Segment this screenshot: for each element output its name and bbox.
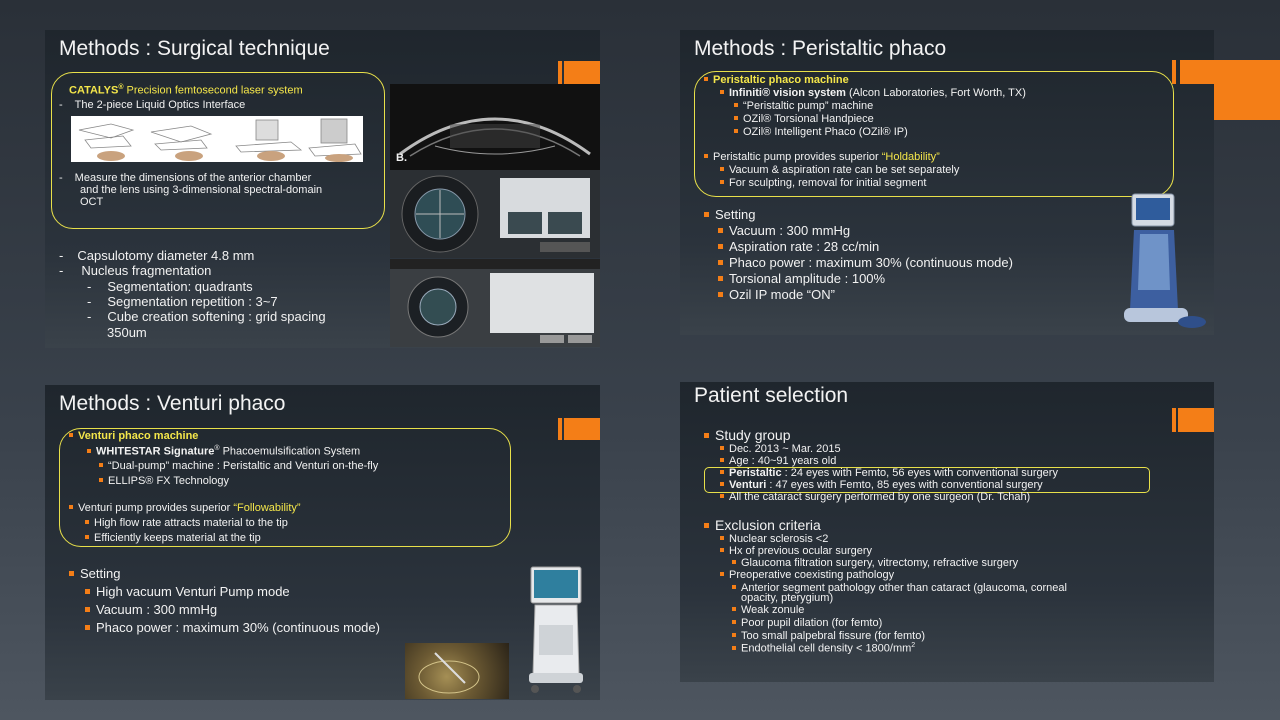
machine-heading: Peristaltic phaco machine <box>704 74 849 86</box>
accent-block-slide2 <box>1214 60 1280 120</box>
capsulotomy-line: - Capsulotomy diameter 4.8 mm <box>59 248 255 263</box>
accent-bar <box>1172 408 1214 432</box>
setting-torsional: Torsional amplitude : 100% <box>718 271 885 286</box>
setting-aspiration: Aspiration rate : 28 cc/min <box>718 239 879 254</box>
vacuum-separate-line: Vacuum & aspiration rate can be set separately <box>720 164 959 176</box>
study-group-heading: Study group <box>704 427 791 443</box>
catalys-heading: CATALYS® Precision femtosecond laser system <box>69 84 303 97</box>
setting-heading: Setting <box>704 207 755 222</box>
keeps-material-line: Efficiently keeps material at the tip <box>85 532 261 544</box>
exclusion-pathology: Preoperative coexisting pathology <box>720 569 894 581</box>
exclusion-zonule: Weak zonule <box>732 604 804 616</box>
setting-vacuum: Vacuum : 300 mmHg <box>718 223 850 238</box>
setting-ozil-ip: Ozil IP mode “ON” <box>718 287 835 302</box>
ozil-ip-line: OZil® Intelligent Phaco (OZil® IP) <box>734 126 908 138</box>
exclusion-pupil: Poor pupil dilation (for femto) <box>732 617 882 629</box>
segmentation-line-3b: 350um <box>107 325 147 340</box>
sculpting-line: For sculpting, removal for initial segment <box>720 177 926 189</box>
ozil-handpiece-line: OZil® Torsional Handpiece <box>734 113 874 125</box>
segmentation-line-1: - Segmentation: quadrants <box>87 279 253 294</box>
venturi-group: Venturi : 47 eyes with Femto, 85 eyes with conventional surgery <box>720 479 1043 491</box>
slide-title: Methods : Surgical technique <box>59 37 330 60</box>
surgery-photo <box>405 643 509 699</box>
slide-title: Methods : Peristaltic phaco <box>694 37 947 60</box>
setting-phaco-power: Phaco power : maximum 30% (continuous mode) <box>718 255 1013 270</box>
slide-title: Methods : Venturi phaco <box>59 392 286 415</box>
setting-vacuum: Vacuum : 300 mmHg <box>85 602 217 617</box>
liquid-optics-line: - The 2-piece Liquid Optics Interface <box>59 99 246 111</box>
ellips-line: ELLIPS® FX Technology <box>99 475 229 487</box>
segmentation-line-2: - Segmentation repetition : 3~7 <box>87 294 278 309</box>
nucleus-line: - Nucleus fragmentation <box>59 263 212 278</box>
slide-surgical-technique <box>45 30 600 348</box>
laser-planning-screen <box>390 170 600 258</box>
exclusion-anterior-2: opacity, pterygium) <box>741 592 834 604</box>
study-age: Age : 40~91 years old <box>720 455 836 467</box>
accent-bar-gap <box>562 61 564 85</box>
exclusion-hx-detail: Glaucoma filtration surgery, vitrectomy, refractive surgery <box>732 557 1018 569</box>
high-flow-line: High flow rate attracts material to the tip <box>85 517 288 529</box>
slide-patient-selection <box>680 382 1214 682</box>
setting-venturi-mode: High vacuum Venturi Pump mode <box>85 584 290 599</box>
measure-line-3: OCT <box>80 196 104 208</box>
treatment-screen <box>390 259 600 347</box>
accent-bar-gap <box>562 418 564 440</box>
peristaltic-group: Peristaltic : 24 eyes with Femto, 56 eyes with conventional surgery <box>720 467 1058 479</box>
exclusion-nuclear: Nuclear sclerosis <2 <box>720 533 828 545</box>
accent-bar <box>558 418 600 440</box>
interface-image <box>71 116 363 162</box>
oct-scan-image <box>390 84 600 170</box>
setting-heading: Setting <box>69 566 120 581</box>
infiniti-line: Infiniti® vision system (Alcon Laboratories, Fort Worth, TX) <box>720 87 1026 99</box>
followability-line: Venturi pump provides superior “Followability” <box>69 502 301 514</box>
exclusion-hx: Hx of previous ocular surgery <box>720 545 872 557</box>
surgeon-line: All the cataract surgery performed by one surgeon (Dr. Tchah) <box>720 491 1030 503</box>
oct-label: B. <box>396 152 407 164</box>
accent-bar-slide2 <box>1172 60 1176 84</box>
exclusion-endothelial: Endothelial cell density < $1800/mm^2$ <box>732 642 915 655</box>
whitestar-line: WHITESTAR Signature® Phacoemulsification System <box>87 445 360 458</box>
infiniti-machine-image <box>1116 190 1208 335</box>
whitestar-machine-image <box>521 565 591 695</box>
accent-bar-slide2-b <box>1180 60 1214 84</box>
accent-bar-gap <box>1176 408 1178 432</box>
slide-title: Patient selection <box>694 384 849 407</box>
slide-peristaltic-phaco <box>680 30 1214 335</box>
machine-heading: Venturi phaco machine <box>69 430 198 442</box>
exclusion-heading: Exclusion criteria <box>704 517 821 533</box>
segmentation-line-3: - Cube creation softening : grid spacing <box>87 309 326 324</box>
slide-venturi-phaco <box>45 385 600 700</box>
holdability-line: Peristaltic pump provides superior “Holdability” <box>704 151 940 163</box>
study-date: Dec. 2013 ~ Mar. 2015 <box>720 443 841 455</box>
pump-line: “Peristaltic pump” machine <box>734 100 873 112</box>
dual-pump-line: “Dual-pump” machine : Peristaltic and Venturi on-the-fly <box>99 460 378 472</box>
exclusion-anterior: Anterior segment pathology other than cataract (glaucoma, corneal <box>732 582 1067 594</box>
measure-line-2: and the lens using 3-dimensional spectral-domain <box>80 184 323 196</box>
accent-bar <box>558 61 600 85</box>
setting-phaco-power: Phaco power : maximum 30% (continuous mode) <box>85 620 380 635</box>
measure-line-1: - Measure the dimensions of the anterior chamber <box>59 172 312 184</box>
exclusion-fissure: Too small palpebral fissure (for femto) <box>732 630 925 642</box>
